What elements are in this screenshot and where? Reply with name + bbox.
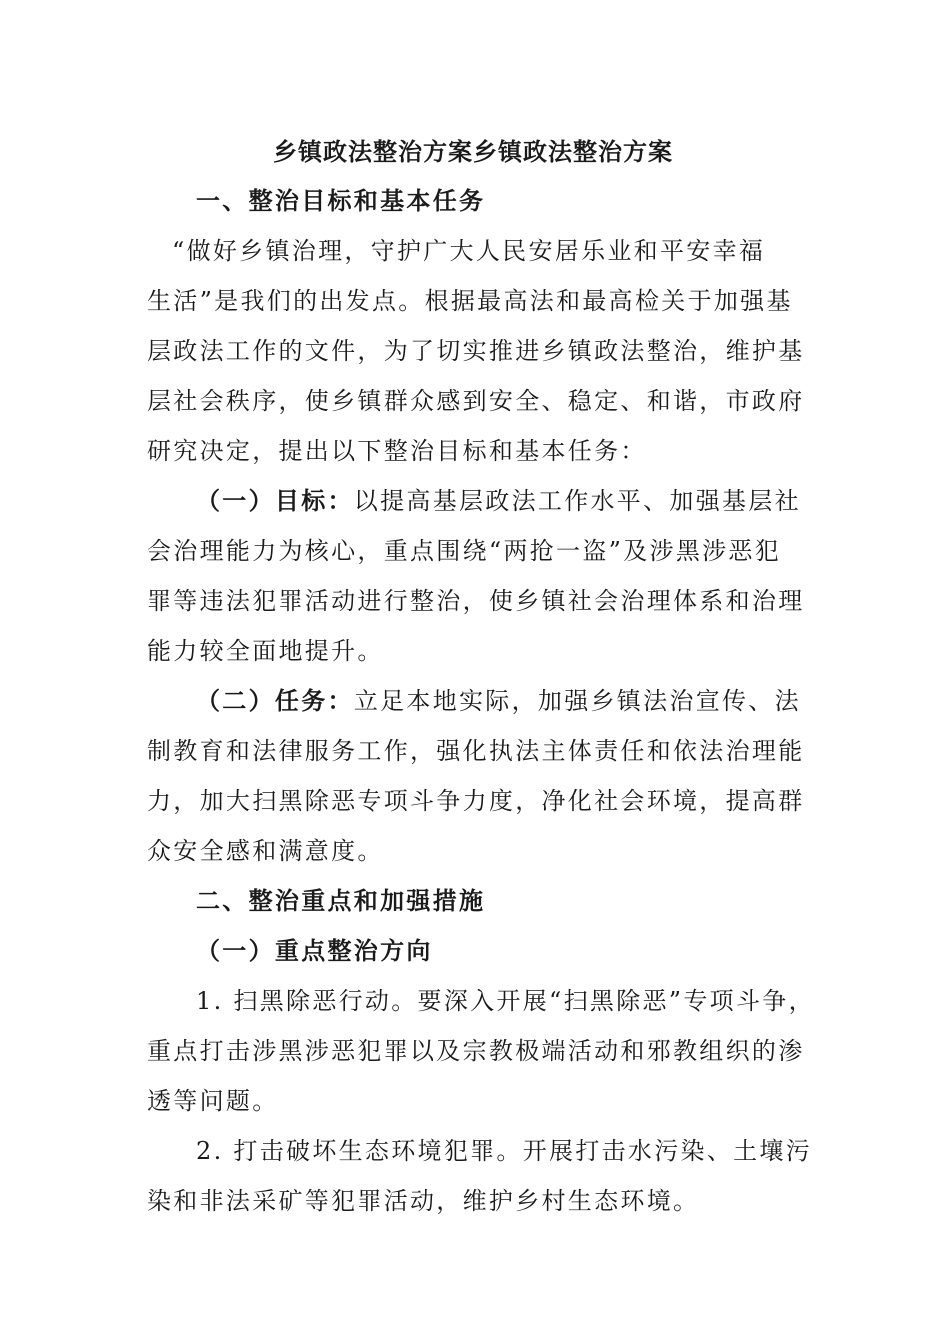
- paragraph-line: 染和非法采矿等犯罪活动，维护乡村生态环境。: [147, 1187, 700, 1215]
- paragraph-line: 罪等违法犯罪活动进行整治，使乡镇社会治理体系和治理: [147, 587, 805, 615]
- goal-label: （一）目标：: [196, 486, 354, 515]
- paragraph-line: 能力较全面地提升。: [147, 637, 384, 665]
- section-1-heading: 一、整治目标和基本任务: [196, 186, 486, 215]
- paragraph-line: 重点打击涉黑涉恶犯罪以及宗教极端活动和邪教组织的渗: [147, 1037, 805, 1065]
- paragraph-line: 会治理能力为核心，重点围绕“两抢一盗”及涉黑涉恶犯: [147, 537, 782, 565]
- task-text: 立足本地实际，加强乡镇法治宣传、法: [353, 687, 801, 715]
- paragraph-line: 层政法工作的文件，为了切实推进乡镇政法整治，维护基: [147, 337, 805, 365]
- paragraph-line: 层社会秩序，使乡镇群众感到安全、稳定、和谐，市政府: [147, 387, 805, 415]
- goal-paragraph-first-line: [196, 486, 801, 516]
- list-item-line: 1. 扫黑除恶行动。要深入开展“扫黑除恶”专项斗争，: [196, 987, 815, 1015]
- paragraph-line: “做好乡镇治理，守护广大人民安居乐业和平安幸福: [172, 237, 766, 265]
- paragraph-line: 生活”是我们的出发点。根据最高法和最高检关于加强基: [147, 287, 793, 315]
- document-title: 乡镇政法整治方案乡镇政法整治方案: [273, 137, 673, 166]
- section-2-heading: 二、整治重点和加强措施: [196, 886, 486, 915]
- subsection-heading: （一）重点整治方向: [196, 936, 433, 965]
- paragraph-line: 研究决定，提出以下整治目标和基本任务：: [147, 437, 647, 465]
- task-paragraph-first-line: [196, 686, 801, 716]
- task-label: （二）任务：: [196, 686, 354, 715]
- paragraph-line: 众安全感和满意度。: [147, 837, 384, 865]
- goal-text: 以提高基层政法工作水平、加强基层社: [353, 487, 801, 515]
- list-item-line: 2. 打击破坏生态环境犯罪。开展打击水污染、土壤污: [196, 1137, 813, 1165]
- paragraph-line: 透等问题。: [147, 1087, 279, 1115]
- paragraph-line: 制教育和法律服务工作，强化执法主体责任和依法治理能: [147, 737, 805, 765]
- paragraph-line: 力，加大扫黑除恶专项斗争力度，净化社会环境，提高群: [147, 787, 805, 815]
